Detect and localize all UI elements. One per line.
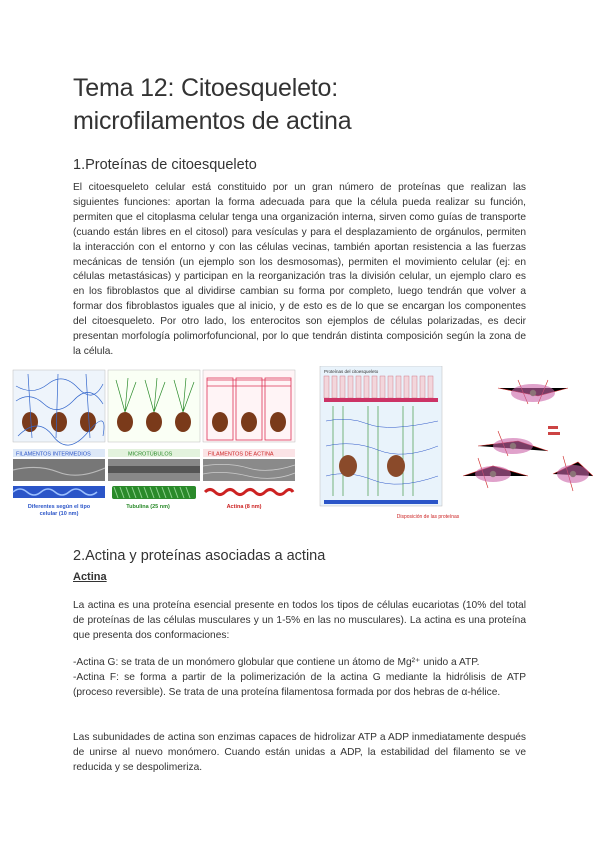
section1-heading: 1.Proteínas de citoesqueleto (73, 157, 257, 173)
panel2-header: MICROTÚBULOS (128, 451, 173, 458)
page-title-line2: microfilamentos de actina (73, 107, 352, 135)
section2-paragraph4: Las subunidades de actina son enzimas capaces de hidrolizar ATP a ADP inmediatamente después de unirse al nuevo monómero. Cuando están unidas a ADP, la estabilidad del filamento se ve reducida y se despolimeriza. (73, 732, 526, 773)
panel-intermediate-filaments (13, 370, 105, 517)
section1-paragraph: El citoesqueleto celular está constituido por un gran número de proteínas que realizan las siguientes funciones: aportan la forma adecuada para que la célula pueda realizar su función, permiten que el citoplasma celular tenga una organización interna, sirven como guías de transporte (cuando están libres en el citosol) para vesículas y para el desplazamiento de orgánulos, permiten la interacción con el entorno y con las células vecinas, también aportan resistencia a las fuerzas mecánicas de tensión (un ejemplo son los desmosomas), permiten el movimiento celular (ej: en células metastásicas) y participan en la reorganización tras la división celular, un ejemplo claro es en los fibroblastos que al dividirse cambian su forma por completo, luego tendrán que volver a formar dos fibroblastos iguales que al inicio, y de esto es de lo que se encargan los componentes del citoesqueleto. Por otro lado, los enterocitos son ejemplos de células polarizadas, es decir presentan morfología polimorfofuncional, por lo que tendrán distinta composición según la zona de la célula. (73, 182, 526, 357)
cytoskeleton-figure (8, 366, 593, 530)
panel3-header: FILAMENTOS DE ACTINA (208, 451, 274, 458)
section2-actina-g: -Actina G: se trata de un monómero globular que contiene un átomo de Mg²⁺ unido a ATP. (73, 657, 480, 668)
panel2-caption-line1: Tubulina (25 nm) (126, 504, 170, 510)
fibroblast-division-diagram (463, 380, 593, 491)
panel1-caption-line2: celular (10 nm) (39, 511, 79, 517)
large-diagram-caption: Disposición de las proteínas (396, 514, 460, 520)
page-title (73, 72, 533, 138)
panel3-caption-line1: Actina (8 nm) (226, 504, 262, 510)
section2-actina-f: -Actina F: se forma a partir de la polimerización de la actina G mediante la hidrólisis de ATP (proceso reversible). Se trata de una proteína filamentosa formada por dos hebras de α-hélice. (73, 672, 526, 698)
section2-heading: 2.Actina y proteínas asociadas a actina (73, 548, 326, 564)
panel1-header: FILAMENTOS INTERMEDIOS (16, 451, 91, 458)
enterocyte-diagram (320, 366, 442, 506)
panel1-caption-line1: Diferentes según el tipo (27, 504, 91, 510)
panel-actin-filaments (203, 370, 295, 510)
subsection-heading-actina: Actina (73, 571, 107, 583)
panel-microtubules (108, 370, 200, 510)
large-diagram-title: Proteínas del citoesqueleto (324, 369, 379, 374)
section2-paragraph1: La actina es una proteína esencial presente en todos los tipos de células eucariotas (10% del total de proteínas de las células musculares y un 1-5% en las no musculares). La actina es una proteína que presenta dos conformaciones: (73, 600, 526, 641)
page-title-line1: Tema 12: Citoesqueleto: (73, 74, 339, 102)
